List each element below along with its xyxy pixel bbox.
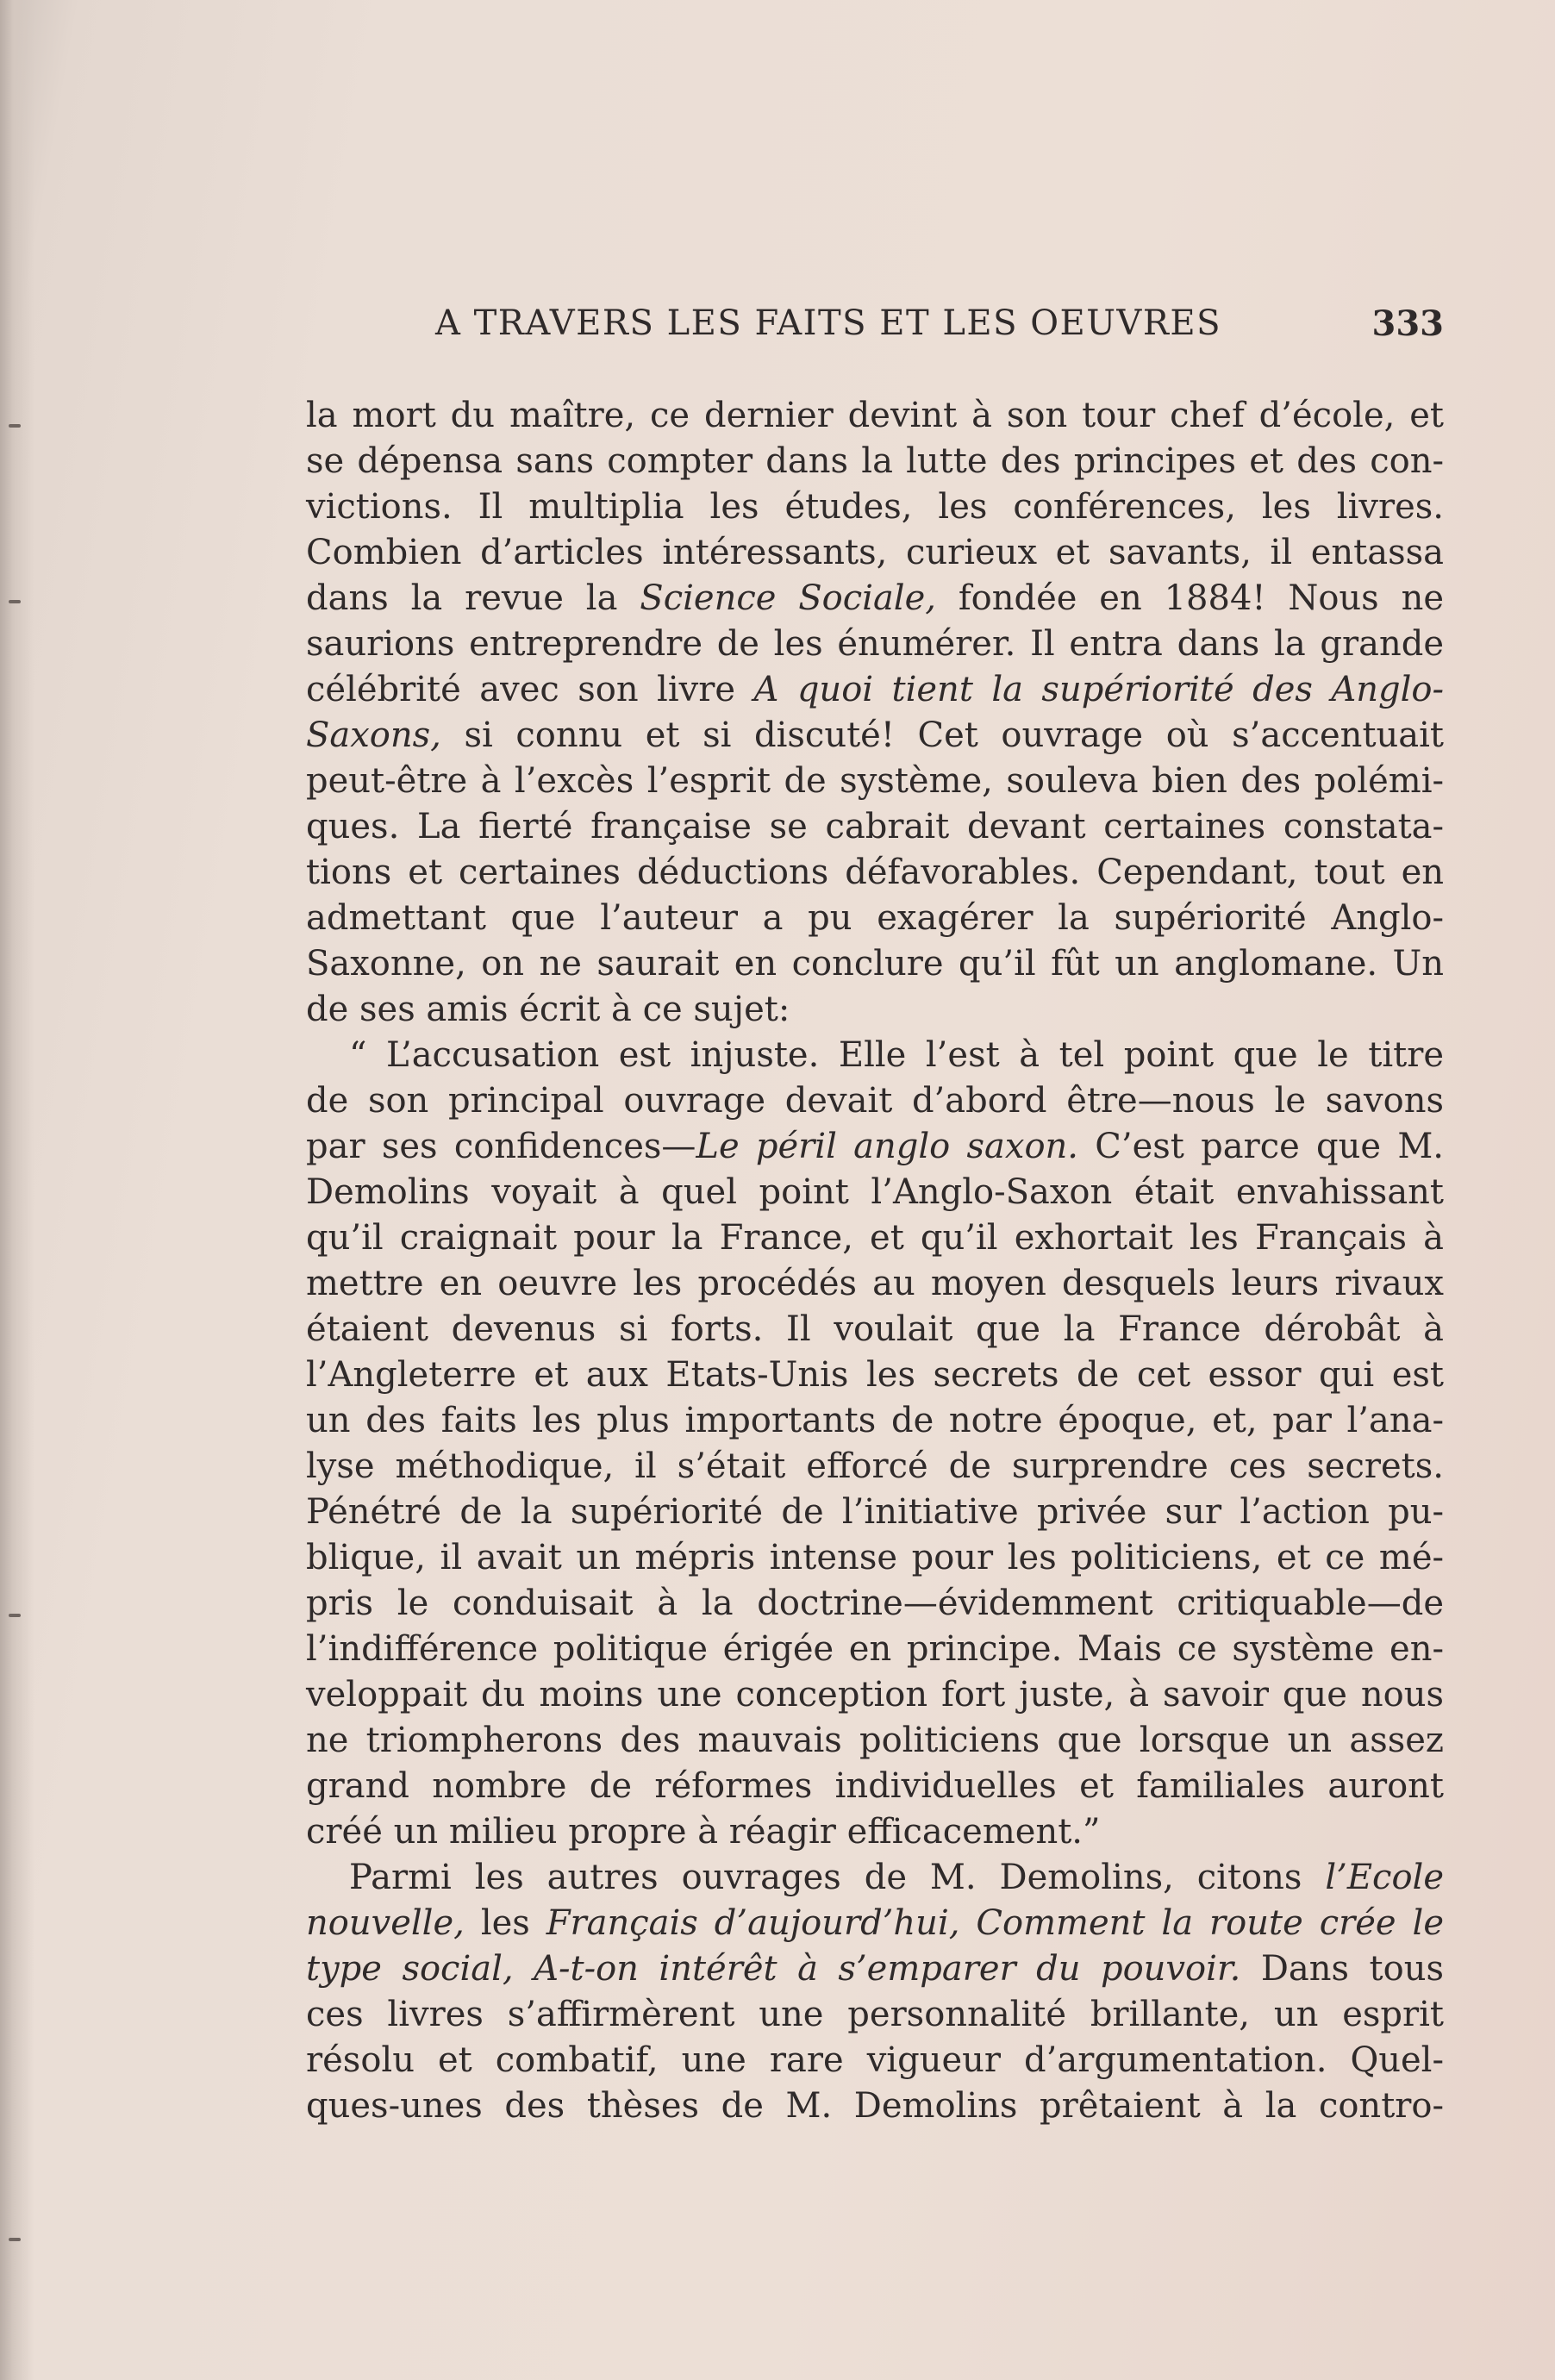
text-segment: mettre en oeuvre les procédés au moyen desquels leurs rivaux bbox=[306, 1264, 1444, 1303]
text-segment: par ses confidences— bbox=[306, 1127, 696, 1166]
text-segment: admettant que l’auteur a pu exagérer la supériorité Anglo- bbox=[306, 898, 1444, 938]
text-line bbox=[306, 1901, 1444, 1946]
text-line bbox=[306, 1490, 1444, 1535]
text-segment: ces livres s’affirmèrent une personnalité brillante, un esprit bbox=[306, 1995, 1444, 2034]
edge-mark bbox=[9, 1614, 21, 1617]
italic-text: type social, A-t-on intérêt à s’emparer du pouvoir. bbox=[306, 1949, 1241, 1989]
text-segment: veloppait du moins une conception fort juste, à savoir que nous bbox=[306, 1675, 1444, 1715]
text-line bbox=[306, 1992, 1444, 2038]
italic-text: A quoi tient la supériorité des Anglo- bbox=[753, 670, 1445, 709]
text-line bbox=[306, 713, 1444, 759]
text-segment: se dépensa sans compter dans la lutte des principes et des con- bbox=[306, 441, 1444, 481]
text-segment: résolu et combatif, une rare vigueur d’argumentation. Quel- bbox=[306, 2040, 1444, 2080]
text-line bbox=[306, 667, 1444, 713]
text-segment: pris le conduisait à la doctrine—évidemment critiquable—de bbox=[306, 1584, 1444, 1623]
text-line bbox=[306, 622, 1444, 667]
text-segment: victions. Il multiplia les études, les conférences, les livres. bbox=[306, 487, 1444, 527]
text-segment: peut-être à l’excès l’esprit de système, souleva bien des polémi- bbox=[306, 761, 1444, 801]
text-line bbox=[306, 1398, 1444, 1444]
running-title: A TRAVERS LES FAITS ET LES OEUVRES bbox=[435, 303, 1222, 343]
text-line bbox=[306, 1033, 1444, 1078]
italic-text: Science Sociale, bbox=[640, 578, 936, 618]
text-line bbox=[306, 393, 1444, 439]
text-line bbox=[306, 1718, 1444, 1764]
page-binding-edge bbox=[0, 0, 34, 2380]
running-head bbox=[306, 303, 1444, 355]
text-segment: créé un milieu propre à réagir efficacement.” bbox=[306, 1812, 1101, 1852]
text-segment: C’est parce que M. bbox=[1078, 1127, 1445, 1166]
text-segment: Demolins voyait à quel point l’Anglo-Saxon était envahissant bbox=[306, 1172, 1444, 1212]
text-line bbox=[306, 1124, 1444, 1170]
text-segment: qu’il craignait pour la France, et qu’il exhortait les Français à bbox=[306, 1218, 1444, 1258]
text-segment: fondée en 1884! Nous ne bbox=[935, 578, 1445, 618]
text-line bbox=[306, 1307, 1444, 1352]
text-line bbox=[306, 484, 1444, 530]
text-line bbox=[306, 530, 1444, 576]
text-line bbox=[306, 1535, 1444, 1581]
text-line bbox=[306, 1352, 1444, 1398]
text-segment: la mort du maître, ce dernier devint à son tour chef d’école, et bbox=[306, 396, 1444, 435]
text-line bbox=[306, 1809, 1444, 1855]
text-segment: blique, il avait un mépris intense pour les politiciens, et ce mé- bbox=[306, 1538, 1444, 1577]
text-segment: de son principal ouvrage devait d’abord être—nous le savons bbox=[306, 1081, 1444, 1121]
text-segment: si connu et si discuté! Cet ouvrage où s’accentuait bbox=[440, 715, 1444, 755]
text-segment: de ses amis écrit à ce sujet: bbox=[306, 990, 790, 1029]
text-line bbox=[306, 896, 1444, 941]
text-line bbox=[306, 1261, 1444, 1307]
text-segment: étaient devenus si forts. Il voulait que la France dérobât à bbox=[306, 1309, 1444, 1349]
edge-mark bbox=[9, 600, 21, 603]
text-segment: “ L’accusation est injuste. Elle l’est à tel point que le titre bbox=[349, 1035, 1444, 1075]
text-line bbox=[306, 576, 1444, 622]
text-segment: l’Angleterre et aux Etats-Unis les secrets de cet essor qui est bbox=[306, 1355, 1444, 1395]
text-segment: célébrité avec son livre bbox=[306, 670, 754, 709]
text-segment: Parmi les autres ouvrages de M. Demolins, citons bbox=[349, 1858, 1326, 1897]
italic-text: nouvelle, bbox=[306, 1903, 465, 1943]
text-line bbox=[306, 1764, 1444, 1809]
italic-text: Français d’aujourd’hui, Comment la route crée le bbox=[546, 1903, 1444, 1943]
text-line bbox=[306, 2083, 1444, 2129]
text-line bbox=[306, 1855, 1444, 1901]
text-segment: l’indifférence politique érigée en principe. Mais ce système en- bbox=[306, 1629, 1444, 1669]
text-segment: Pénétré de la supériorité de l’initiative privée sur l’action pu- bbox=[306, 1492, 1444, 1532]
text-line bbox=[306, 941, 1444, 987]
text-segment: grand nombre de réformes individuelles et familiales auront bbox=[306, 1766, 1444, 1806]
text-segment: Combien d’articles intéressants, curieux et savants, il entassa bbox=[306, 533, 1444, 572]
text-line bbox=[306, 439, 1444, 484]
text-line bbox=[306, 1444, 1444, 1490]
text-segment: tions et certaines déductions défavorables. Cependant, tout en bbox=[306, 853, 1444, 892]
text-segment: un des faits les plus importants de notre époque, et, par l’ana- bbox=[306, 1401, 1444, 1440]
edge-mark bbox=[9, 424, 21, 428]
text-segment: ques. La fierté française se cabrait devant certaines constata- bbox=[306, 807, 1444, 846]
text-line bbox=[306, 2038, 1444, 2083]
page-number: 333 bbox=[1371, 303, 1444, 344]
italic-text: Le péril anglo saxon. bbox=[696, 1127, 1078, 1166]
italic-text: Saxons, bbox=[306, 715, 441, 755]
text-segment: Saxonne, on ne saurait en conclure qu’il fût un anglomane. Un bbox=[306, 944, 1444, 984]
text-segment: dans la revue la bbox=[306, 578, 640, 618]
text-line bbox=[306, 1581, 1444, 1627]
text-line bbox=[306, 759, 1444, 804]
text-line bbox=[306, 1078, 1444, 1124]
text-line bbox=[306, 850, 1444, 896]
text-line bbox=[306, 987, 1444, 1033]
edge-mark bbox=[9, 2238, 21, 2241]
text-line bbox=[306, 804, 1444, 850]
text-segment: les bbox=[464, 1903, 546, 1943]
text-segment: Dans tous bbox=[1240, 1949, 1444, 1989]
text-segment: lyse méthodique, il s’était efforcé de surprendre ces secrets. bbox=[306, 1446, 1444, 1486]
body-text bbox=[306, 393, 1444, 2129]
text-segment: ques-unes des thèses de M. Demolins prêtaient à la contro- bbox=[306, 2086, 1444, 2126]
text-line bbox=[306, 1672, 1444, 1718]
text-line bbox=[306, 1170, 1444, 1215]
text-segment: ne triompherons des mauvais politiciens que lorsque un assez bbox=[306, 1721, 1444, 1760]
text-line bbox=[306, 1946, 1444, 1992]
text-line bbox=[306, 1627, 1444, 1672]
italic-text: l’Ecole bbox=[1325, 1858, 1444, 1897]
text-segment: saurions entreprendre de les énumérer. Il entra dans la grande bbox=[306, 624, 1444, 664]
text-line bbox=[306, 1215, 1444, 1261]
